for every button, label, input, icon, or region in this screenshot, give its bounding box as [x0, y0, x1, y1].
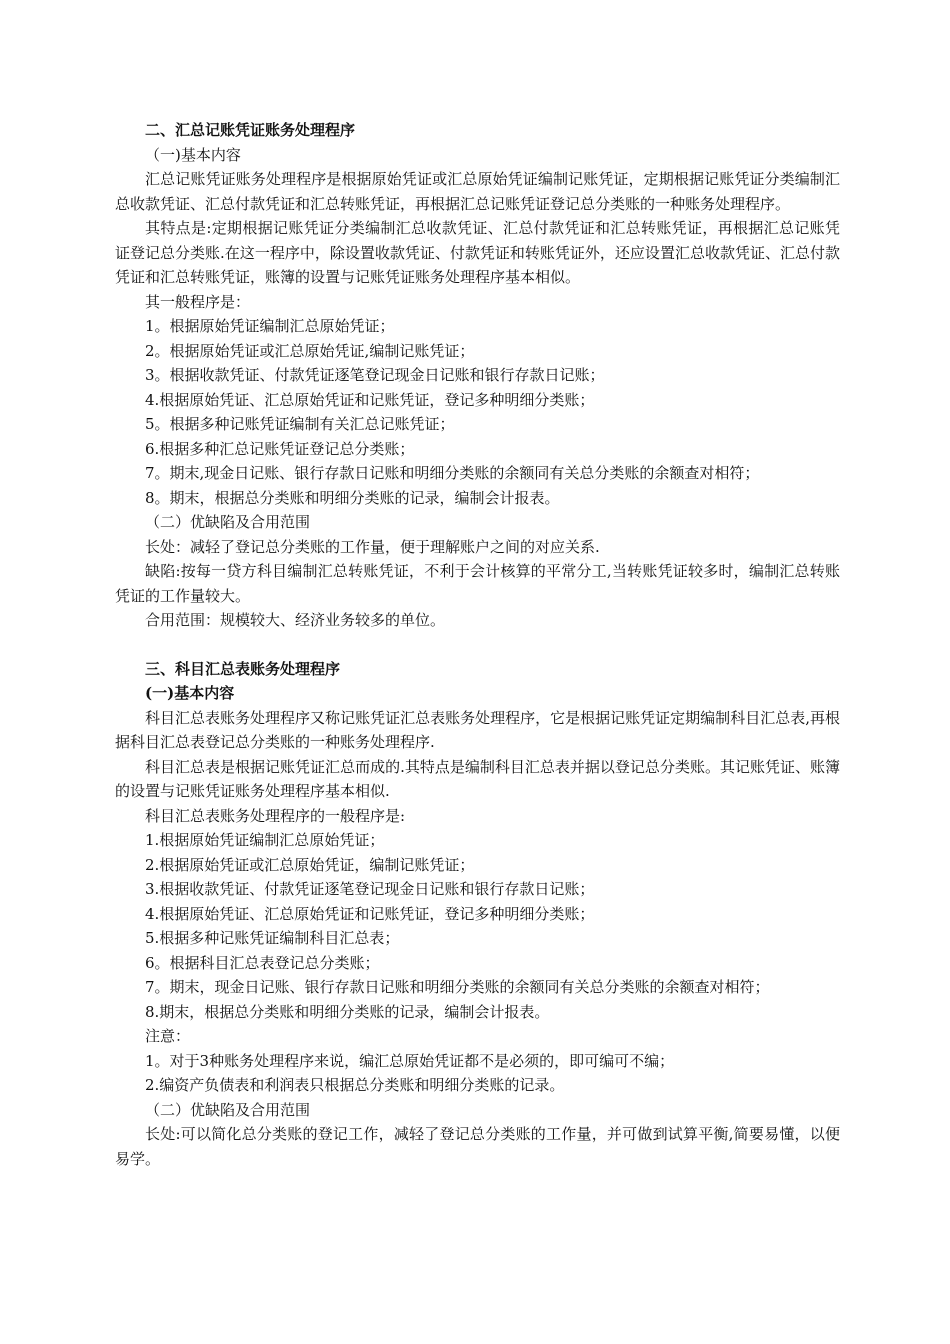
section-3-step: 3.根据收款凭证、付款凭证逐笔登记现金日记账和银行存款日记账；	[145, 880, 595, 898]
document-page	[115, 118, 840, 1171]
section-3-step: 8.期末，根据总分类账和明细分类账的记录，编制会计报表。	[145, 1002, 550, 1021]
section-2-pros: 长处：减轻了登记总分类账的工作量，便于理解账户之间的对应关系.	[145, 537, 600, 556]
section-3-step: 5.根据多种记账凭证编制科目汇总表；	[145, 929, 400, 947]
section-3-paragraph-definition: 科目汇总表账务处理程序又称记账凭证汇总表账务处理程序，它是根据记账凭证定期编制科目汇总表,再根据科目汇总表登记总分类账的一种账务处理程序.	[115, 708, 840, 751]
section-3-subheading-pros-cons: （二）优缺陷及合用范围	[145, 1100, 311, 1119]
section-2-step: 3。根据收款凭证、付款凭证逐笔登记现金日记账和银行存款日记账；	[145, 366, 605, 384]
section-3-note: 2.编资产负债表和利润表只根据总分类账和明细分类账的记录。	[145, 1076, 565, 1094]
section-2-scope: 合用范围：规模较大、经济业务较多的单位。	[145, 611, 446, 629]
section-2-title: 二、汇总记账凭证账务处理程序	[145, 121, 356, 139]
section-2-step: 1。根据原始凭证编制汇总原始凭证；	[145, 317, 395, 335]
section-3-step: 2.根据原始凭证或汇总原始凭证，编制记账凭证；	[145, 855, 475, 874]
section-2-step: 6.根据多种汇总记账凭证登记总分类账；	[145, 439, 415, 458]
section-2-step: 2。根据原始凭证或汇总原始凭证,编制记账凭证；	[145, 341, 475, 360]
section-2-subheading-pros-cons: （二）优缺陷及合用范围	[145, 513, 311, 531]
section-2-cons: 缺陷:按每一贷方科目编制汇总转账凭证，不利于会计核算的平常分工,当转账凭证较多时，编制汇总转账凭证的工作量较大。	[115, 562, 840, 605]
section-2-step: 7。期末,现金日记账、银行存款日记账和明细分类账的余额同有关总分类账的余额查对相符；	[145, 464, 760, 482]
section-3-step: 1.根据原始凭证编制汇总原始凭证；	[145, 831, 385, 849]
section-3-step: 7。期末，现金日记账、银行存款日记账和明细分类账的余额同有关总分类账的余额查对相符；	[145, 978, 770, 996]
section-3-paragraph-features: 科目汇总表是根据记账凭证汇总而成的.其特点是编制科目汇总表并据以登记总分类账。其记账凭证、账簿的设置与记账凭证账务处理程序基本相似.	[115, 757, 840, 800]
section-3-note-label: 注意：	[145, 1027, 191, 1045]
section-2-subheading-basic: （一)基本内容	[145, 145, 241, 164]
section-2-paragraph-definition: 汇总记账凭证账务处理程序是根据原始凭证或汇总原始凭证编制记账凭证，定期根据记账凭证分类编制汇总收款凭证、汇总付款凭证和汇总转账凭证，再根据汇总记账凭证登记总分类账的一种账务处理程序。	[115, 170, 840, 213]
section-3-title: 三、科目汇总表账务处理程序	[145, 659, 341, 678]
section-3-subheading-basic: (一)基本内容	[145, 684, 235, 702]
section-3-step: 6。根据科目汇总表登记总分类账；	[145, 953, 380, 972]
section-2-step: 8。期末，根据总分类账和明细分类账的记录，编制会计报表。	[145, 488, 560, 507]
section-3-note: 1。对于3种账务处理程序来说，编汇总原始凭证都不是必须的，即可编可不编；	[145, 1051, 675, 1070]
section-3-pros: 长处:可以简化总分类账的登记工作，减轻了登记总分类账的工作量，并可做到试算平衡,简要易懂，以便易学。	[115, 1125, 840, 1168]
section-3-steps-intro: 科目汇总表账务处理程序的一般程序是:	[145, 806, 406, 825]
section-spacer	[115, 633, 840, 657]
section-2-paragraph-features: 其特点是:定期根据记账凭证分类编制汇总收款凭证、汇总付款凭证和汇总转账凭证，再根据汇总记账凭证登记总分类账.在这一程序中，除设置收款凭证、付款凭证和转账凭证外，还应设置汇总收款凭证、汇总付款凭证和汇总转账凭证，账簿的设置与记账凭证账务处理程序基本相似。	[115, 219, 840, 286]
section-3-step: 4.根据原始凭证、汇总原始凭证和记账凭证，登记多种明细分类账；	[145, 904, 595, 923]
section-2-step: 5。根据多种记账凭证编制有关汇总记账凭证；	[145, 415, 455, 433]
section-2-step: 4.根据原始凭证、汇总原始凭证和记账凭证，登记多种明细分类账；	[145, 390, 595, 409]
section-2-steps-intro: 其一般程序是：	[145, 292, 251, 311]
